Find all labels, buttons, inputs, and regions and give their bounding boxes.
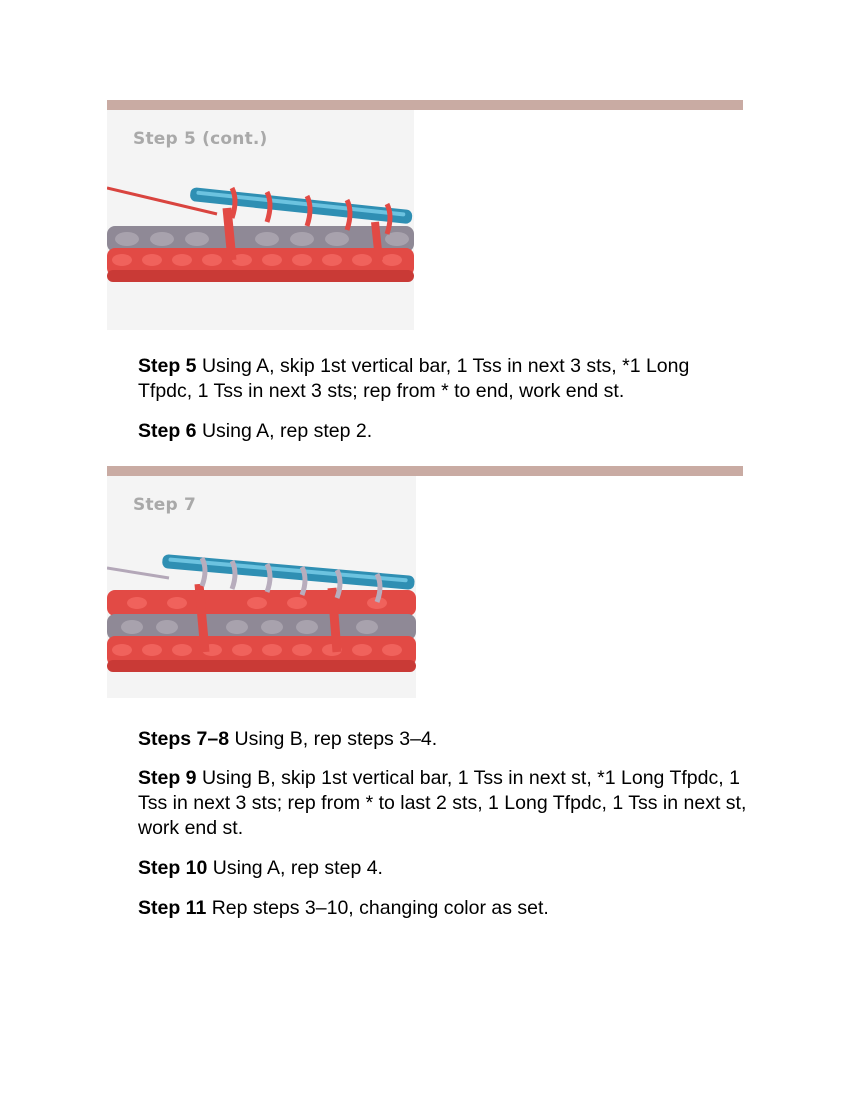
step-10-paragraph [138, 856, 748, 881]
section-divider [107, 466, 743, 476]
step-5-photo [107, 110, 414, 330]
figure-caption: Step 7 [133, 495, 197, 515]
step-9-paragraph [138, 766, 748, 841]
section-divider [107, 100, 743, 110]
step-text: Using A, rep step 4. [207, 857, 383, 879]
step-text: Using B, skip 1st vertical bar, 1 Tss in next st, *1 Long Tfpdc, 1 Tss in next 3 sts; rep from * to last 2 sts, 1 Long Tfpdc, 1 Tss in next st, work end st. [138, 767, 747, 839]
step-label: Step 10 [138, 857, 208, 879]
step-11-paragraph [138, 896, 748, 921]
step-5-paragraph [138, 354, 748, 404]
steps-7-8-paragraph [138, 727, 748, 752]
step-text: Rep steps 3–10, changing color as set. [206, 897, 549, 919]
step-label: Step 6 [138, 420, 197, 442]
step-7-photo [107, 476, 416, 698]
step-label: Step 9 [138, 767, 197, 789]
step-text: Using A, skip 1st vertical bar, 1 Tss in next 3 sts, *1 Long Tfpdc, 1 Tss in next 3 sts; rep from * to end, work end st. [138, 355, 690, 402]
step-label: Step 11 [138, 897, 207, 919]
step-label: Step 5 [138, 355, 197, 377]
step-text: Using A, rep step 2. [196, 420, 373, 442]
figure-caption: Step 5 (cont.) [133, 129, 268, 149]
step-text: Using B, rep steps 3–4. [229, 728, 438, 750]
step-6-paragraph [138, 419, 748, 444]
step-label: Steps 7–8 [138, 728, 230, 750]
